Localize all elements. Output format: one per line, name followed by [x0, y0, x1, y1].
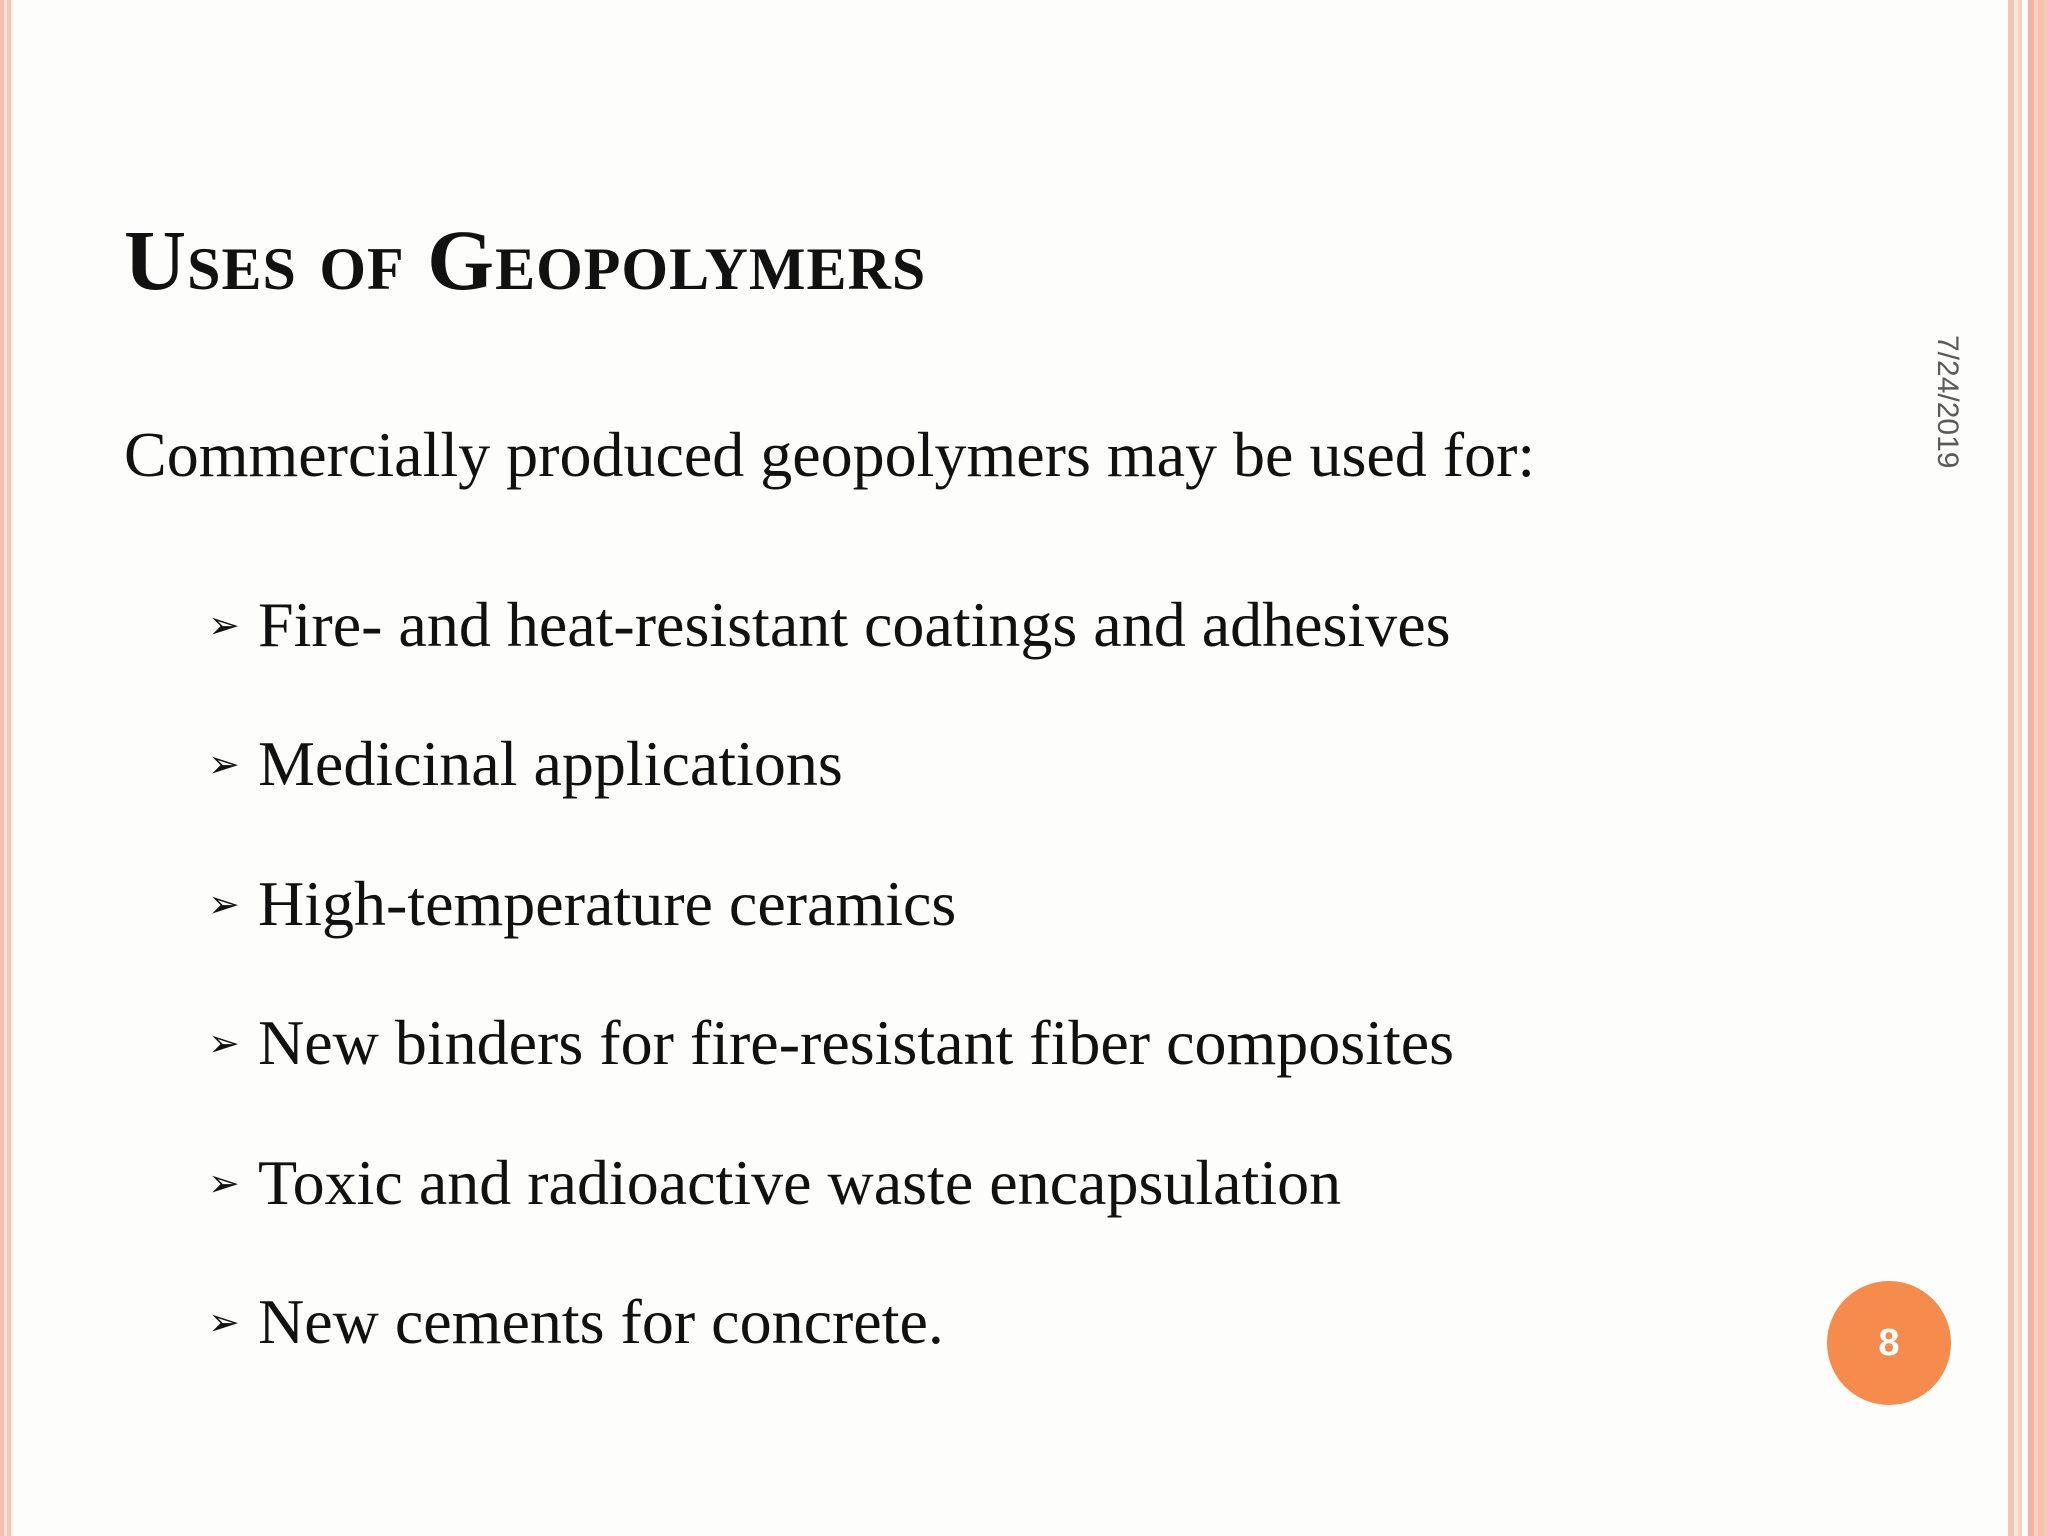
list-item — [208, 974, 1454, 1114]
slide-date: 7/24/2019 — [1931, 335, 1964, 469]
arrow-bullet-icon: ➢ — [208, 742, 240, 787]
arrow-bullet-icon: ➢ — [208, 1300, 240, 1345]
bullet-text: New binders for fire-resistant fiber composites — [258, 1007, 1455, 1079]
right-decorative-stripes — [1956, 0, 2048, 1536]
slide-title: Uses of Geopolymers — [124, 212, 927, 308]
arrow-bullet-icon: ➢ — [208, 1160, 240, 1205]
bullet-text: Toxic and radioactive waste encapsulation — [258, 1146, 1342, 1218]
bullet-text: High-temperature ceramics — [258, 867, 957, 939]
arrow-bullet-icon: ➢ — [208, 881, 240, 926]
list-item — [208, 695, 1454, 835]
arrow-bullet-icon: ➢ — [208, 602, 240, 647]
list-item — [208, 1253, 1454, 1393]
bullet-text: Fire- and heat-resistant coatings and adhesives — [258, 588, 1451, 660]
list-item — [208, 555, 1454, 695]
bullet-text: New cements for concrete. — [258, 1286, 944, 1358]
left-decorative-border — [0, 0, 14, 1536]
intro-text: Commercially produced geopolymers may be used for: — [124, 419, 1536, 490]
list-item — [208, 1113, 1454, 1253]
page-number: 8 — [1878, 1321, 1900, 1364]
bullet-list — [208, 555, 1454, 1392]
page-number-badge — [1827, 1281, 1951, 1405]
bullet-text: Medicinal applications — [258, 728, 843, 800]
arrow-bullet-icon: ➢ — [208, 1021, 240, 1066]
list-item — [208, 834, 1454, 974]
